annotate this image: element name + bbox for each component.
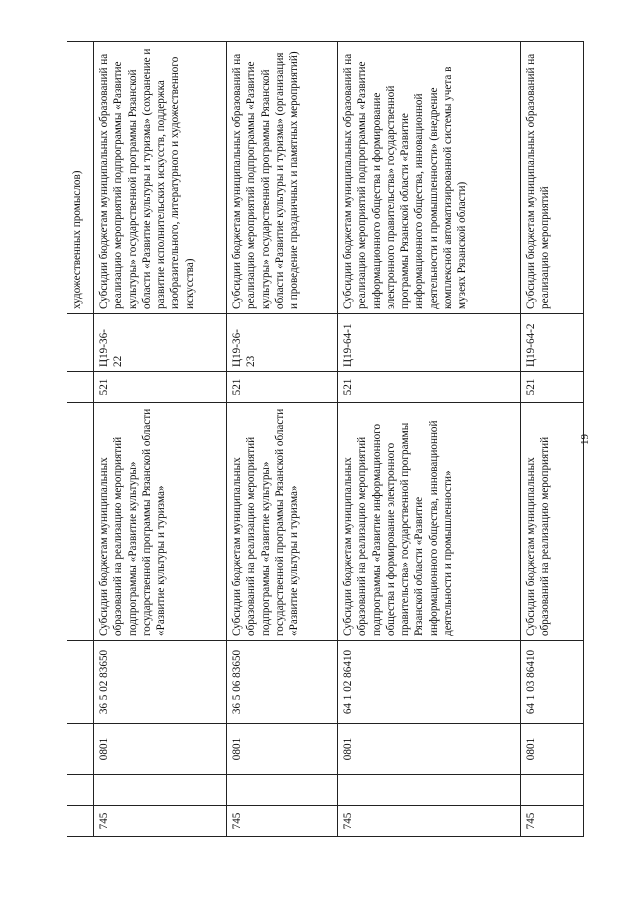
table-cell [67,403,94,641]
grbs-cell: 745 [338,806,521,837]
table-row [521,42,584,837]
kvr-cell: 521 [338,372,521,403]
rzpr-cell: 0801 [94,724,227,775]
empty-cell [521,775,584,806]
table-row [94,42,227,837]
code-cell: Ц19-36-23 [227,314,338,372]
purpose-cell: Субсидии бюджетам муниципальных образований на реализацию мероприятий подпрограммы «Развитие культуры» государственной программы Рязанской области «Развитие культуры и туризма» (организация и проведение праздничных и памятных мероприятий) [227,42,338,314]
code-cell: Ц19-64-2 [521,314,584,372]
empty-cell [227,775,338,806]
table-cell [67,641,94,724]
table-row [227,42,338,837]
grbs-cell: 745 [94,806,227,837]
table-cell [67,724,94,775]
grbs-cell: 745 [227,806,338,837]
name-cell: Субсидии бюджетам муниципальных образований на реализацию мероприятий подпрограммы «Развитие культуры» государственной программы Рязанской области «Развитие культуры и туризма» [94,403,227,641]
kcsr-cell: 36 5 02 83650 [94,641,227,724]
kcsr-cell: 36 5 06 83650 [227,641,338,724]
grbs-cell: 745 [521,806,584,837]
table-cell [67,314,94,372]
code-cell: Ц19-64-1 [338,314,521,372]
purpose-cell: Субсидии бюджетам муниципальных образований на реализацию мероприятий подпрограммы «Развитие информационного общества и формирование электронного правительства» государственной программы Рязанской области «Развитие информационного общества, инновационной деятельности и промышленности» (внедрение комплексной автоматизированной системы учета в музеях Рязанской области) [338,42,521,314]
purpose-cell: художественных промыслов) [67,42,94,314]
table-cell [67,806,94,837]
rotated-table-area [67,42,591,837]
empty-cell [338,775,521,806]
table-row [338,42,521,837]
kvr-cell: 521 [521,372,584,403]
code-cell: Ц19-36-22 [94,314,227,372]
name-cell: Субсидии бюджетам муниципальных образований на реализацию мероприятий подпрограммы «Развитие культуры» государственной программы Рязанской области «Развитие культуры и туризма» [227,403,338,641]
kcsr-cell: 64 1 03 86410 [521,641,584,724]
budget-table [67,41,584,837]
page-number: 19 [579,434,591,445]
rzpr-cell: 0801 [338,724,521,775]
kcsr-cell: 64 1 02 86410 [338,641,521,724]
rzpr-cell: 0801 [227,724,338,775]
table-cell [67,775,94,806]
table-row-continuation [67,42,94,837]
name-cell: Субсидии бюджетам муниципальных образований на реализацию мероприятий подпрограммы «Развитие информационного общества и формирование электронного правительства» государственной программы Рязанской области «Развитие информационного общества, инновационной деятельности и промышленности» [338,403,521,641]
purpose-cell: Субсидии бюджетам муниципальных образований на реализацию мероприятий подпрограммы «Развитие культуры» государственной программы Рязанской области «Развитие культуры и туризма» (сохранение и развитие исполнительских искусств, поддержка изобразительного, литературного и художественного искусства) [94,42,227,314]
rzpr-cell: 0801 [521,724,584,775]
name-cell: Субсидии бюджетам муниципальных образований на реализацию мероприятий [521,403,584,641]
kvr-cell: 521 [94,372,227,403]
empty-cell [94,775,227,806]
purpose-cell: Субсидии бюджетам муниципальных образований на реализацию мероприятий [521,42,584,314]
table-cell [67,372,94,403]
kvr-cell: 521 [227,372,338,403]
